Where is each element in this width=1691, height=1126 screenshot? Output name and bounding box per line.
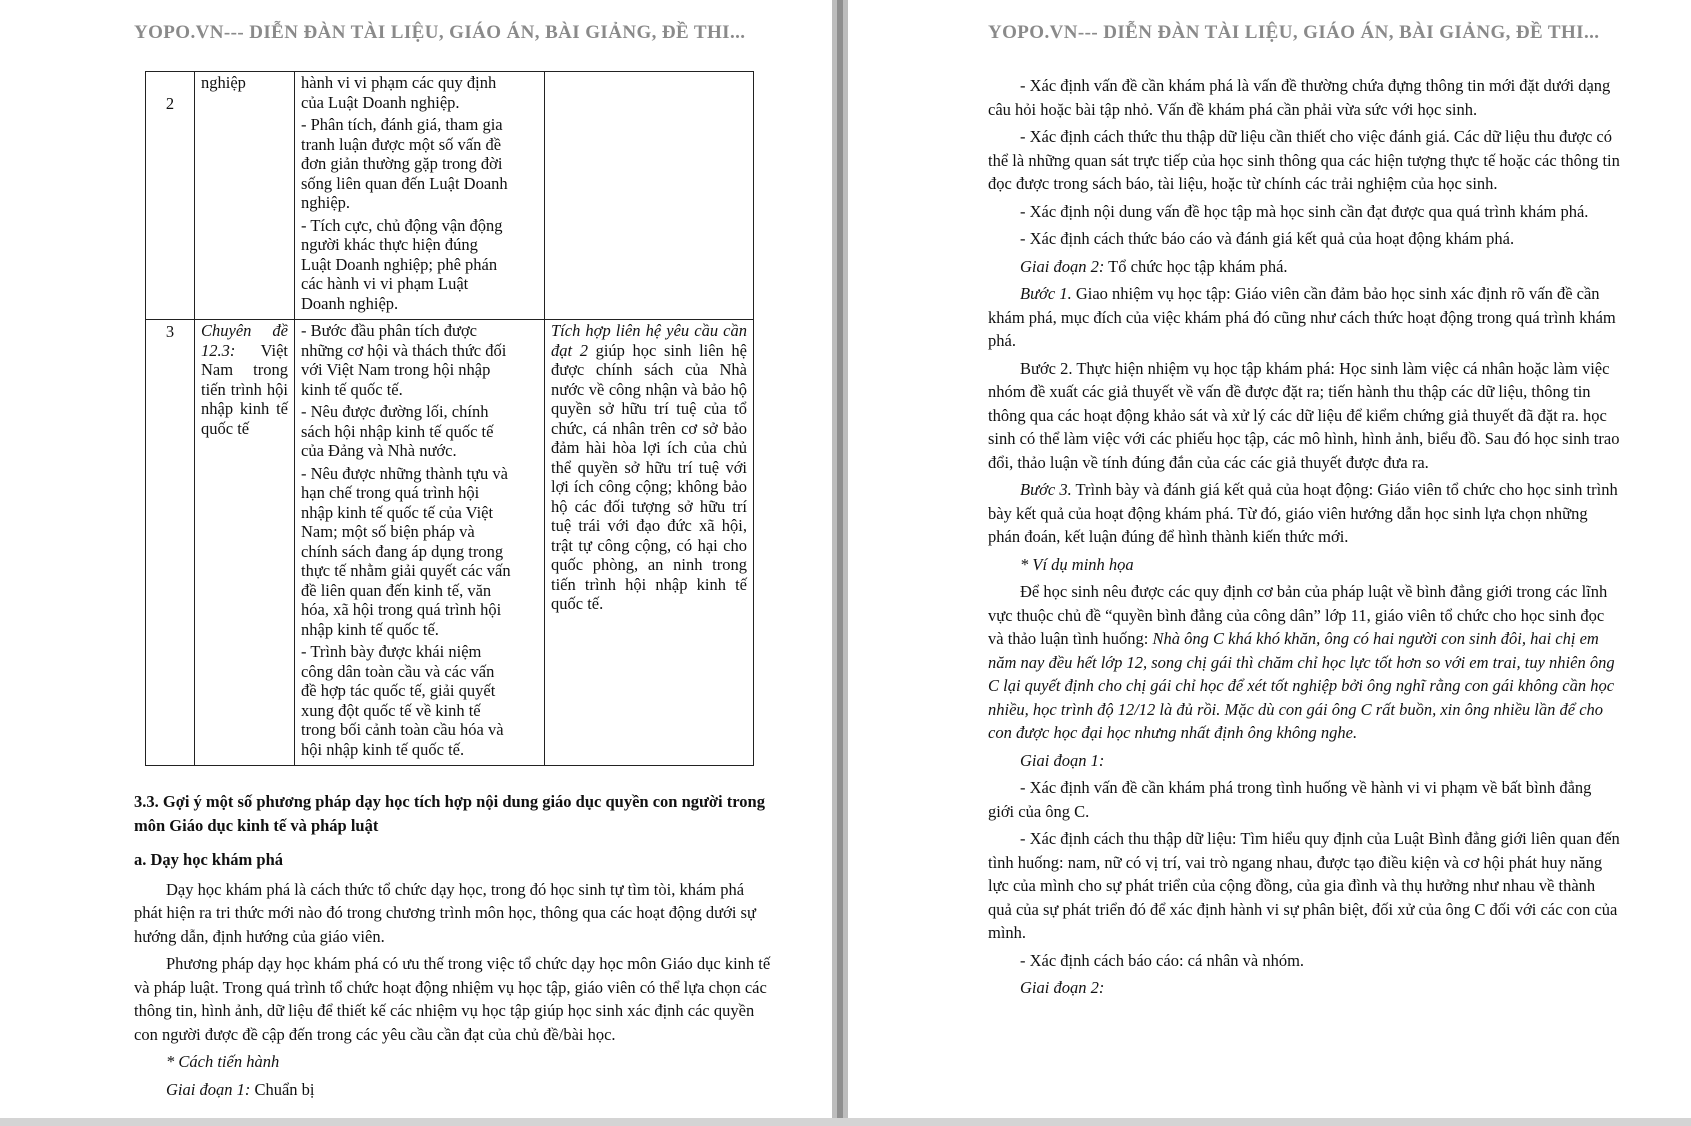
- paragraph: Giai đoạn 2: Tổ chức học tập khám phá.: [1020, 256, 1288, 276]
- table-cell-topic: Chuyên đề 12.3: Việt Nam trong tiến trình hội nhập kinh tế quốc tế: [195, 320, 295, 766]
- paragraph: - Xác định cách thức thu thập dữ liệu cần thiết cho việc đánh giá. Các dữ liệu thu được có thể là những quan sát trực tiếp của học sinh thông qua các hiện tượng thực tế hoặc các thông tin đọc được trong sách báo, tài liệu, hoặc từ chính các trải nghiệm của học sinh.: [988, 127, 1620, 193]
- paragraph: - Xác định cách thu thập dữ liệu: Tìm hiểu quy định của Luật Bình đẳng giới liên quan đến tình huống: nam, nữ có vị trí, vai trò ngang nhau, được tạo điều kiện và cơ hội phát huy năng lực của mình cho sự phát triển của cộng đồng, của gia đình và thụ hưởng như nhau về thành quả của sự phát triển đó để xác định hành vi sự phân biệt, đối xử của ông C đối với các con của mình.: [988, 829, 1620, 942]
- requirement-item: - Trình bày được khái niệm công dân toàn cầu và các vấn đề hợp tác quốc tế, giải quyết xung đột quốc tế về kinh tế trong bối cảnh toàn cầu hóa và hội nhập kinh tế quốc tế.: [301, 642, 504, 759]
- requirement-item: - Nêu được những thành tựu và hạn chế trong quá trình hội nhập kinh tế quốc tế của Việt Nam; một số biện pháp và chính sách đang áp dụng trong thực tế nhằm giải quyết các vấn đề liên quan đến kinh tế, văn hóa, xã hội trong quá trình hội nhập kinh tế quốc tế.: [301, 463, 511, 639]
- paragraph: Bước 2. Thực hiện nhiệm vụ học tập khám phá: Học sinh làm việc cá nhân hoặc làm việc nhóm đề xuất các giả thuyết về vấn đề được đặt ra; tiến hành thu thập các dữ liệu, thông tin thông qua các hoạt động khảo sát và xử lý các dữ liệu để kiểm chứng giả thuyết đã đặt ra. học sinh có thể làm việc với các phiếu học tập, các mô hình, hình ảnh, biểu đồ. Sau đó học sinh trao đổi, thảo luận về tính đúng đắn của các các giả thuyết được đưa ra.: [988, 358, 1620, 472]
- paragraph: * Cách tiến hành: [166, 1052, 280, 1071]
- paragraph: - Xác định vấn đề cần khám phá là vấn đề thường chứa đựng thông tin mới đặt dưới dạng câu hỏi hoặc bài tập nhỏ. Vấn đề khám phá cần phải vừa sức với học sinh.: [988, 76, 1611, 119]
- divider-rule: [837, 0, 843, 1126]
- document-page-left: [0, 0, 832, 1126]
- paragraph: - Xác định vấn đề cần khám phá trong tình huống về hành vi vi phạm về bất bình đẳng giới của ông C.: [988, 778, 1592, 821]
- paragraph: Để học sinh nêu được các quy định cơ bản của pháp luật về bình đẳng giới trong các lĩnh vực thuộc chủ đề “quyền bình đẳng của công dân” lớp 11, giáo viên tổ chức cho học sinh đọc và thảo luận tình huống: Nhà ông C khá khó khăn, ông có hai người con sinh đôi, hai chị em năm nay đều hết lớp 12, song chị gái thì chăm chỉ học lực tốt hơn so với em trai, tuy nhiên ông C lại quyết định cho chị gái chỉ học để xét tốt nghiệp bởi ông nghĩ rằng con gái không cần học nhiều, học trình độ 12/12 là đủ rồi. Mặc dù con gái ông C rất buồn, xin ông nhiều lần để cho con được học đại học nhưng nhất định ông không nghe.: [988, 582, 1615, 742]
- paragraph: * Ví dụ minh họa: [1020, 554, 1134, 574]
- subheading: a. Dạy học khám phá: [134, 850, 283, 869]
- paragraph: Dạy học khám phá là cách thức tổ chức dạy học, trong đó học sinh tự tìm tòi, khám phá phát hiện ra tri thức mới nào đó trong chương trình môn học, thông qua các hoạt động dưới sự hướng dẫn, định hướng của giáo viên.: [134, 879, 756, 946]
- paragraph: Giai đoạn 1:: [1020, 750, 1105, 770]
- paragraph: Giai đoạn 2:: [1020, 978, 1105, 997]
- requirement-item: - Tích cực, chủ động vận động người khác thực hiện đúng Luật Doanh nghiệp; phê phán các hành vi vi phạm Luật Doanh nghiệp.: [301, 215, 503, 313]
- paragraph: - Xác định cách thức báo cáo và đánh giá kết quả của hoạt động khám phá.: [1020, 229, 1515, 248]
- page-header: YOPO.VN--- DIỄN ĐÀN TÀI LIỆU, GIÁO ÁN, BÀI GIẢNG, ĐỀ THI...: [134, 22, 746, 43]
- table-cell-number: 3: [146, 320, 195, 766]
- requirement-item: - Phân tích, đánh giá, tham gia tranh luận được một số vấn đề đơn giản thường gặp trong đời sống liên quan đến Luật Doanh nghiệp.: [301, 115, 508, 212]
- table-row: [146, 72, 754, 320]
- paragraph: Giai đoạn 1: Chuẩn bị: [166, 1079, 315, 1099]
- requirement-item: - Bước đầu phân tích được những cơ hội và thách thức đối với Việt Nam trong hội nhập kinh tế quốc tế.: [301, 321, 507, 399]
- table-cell-number: 2: [146, 72, 195, 320]
- table-cell-note: [545, 72, 754, 320]
- requirement-item: - Nêu được đường lối, chính sách hội nhập kinh tế quốc tế của Đảng và Nhà nước.: [301, 402, 494, 460]
- paragraph: Phương pháp dạy học khám phá có ưu thế trong việc tổ chức dạy học môn Giáo dục kinh tế và pháp luật. Trong quá trình tổ chức hoạt động nhiệm vụ học tập, giáo viên có thể lựa chọn các thông tin, hình ảnh, dữ liệu để thiết kế các nhiệm vụ học tập giúp học sinh xác định các quyền con người được đề cập đến trong các yêu cầu cần đạt của chủ đề/bài học.: [134, 954, 771, 1044]
- table-cell-requirements: [295, 320, 545, 766]
- table-cell-note: Tích hợp liên hệ yêu cầu cần đạt 2 giúp học sinh liên hệ được chính sách của Nhà nước về công nhận và bảo hộ quyền sở hữu trí tuệ của tổ chức, cá nhân trên cơ sở bảo đảm hài hòa lợi ích của chủ thể quyền sở hữu trí tuệ với lợi ích công cộng; không bảo hộ các đối tượng sở hữu trí tuệ trái với đạo đức xã hội, trật tự công cộng, có hại cho quốc phòng, an ninh trong tiến trình hội nhập kinh tế quốc tế.: [545, 320, 754, 766]
- bottom-edge: [0, 1118, 1691, 1126]
- paragraph: - Xác định cách báo cáo: cá nhân và nhóm.: [1020, 950, 1305, 970]
- left-body-text: [134, 790, 774, 1105]
- paragraph: Bước 3. Trình bày và đánh giá kết quả của hoạt động: Giáo viên tổ chức cho học sinh trình bày kết quả của hoạt động khám phá. Từ đó, giáo viên hướng dẫn học sinh lựa chọn những phán đoán, kết luận đúng để hình thành kiến thức mới.: [988, 480, 1618, 546]
- table-cell-topic: nghiệp: [195, 72, 295, 320]
- section-title: 3.3. Gợi ý một số phương pháp dạy học tích hợp nội dung giáo dục quyền con người trong môn Giáo dục kinh tế và pháp luật: [134, 792, 765, 835]
- requirement-item: hành vi vi phạm các quy định của Luật Doanh nghiệp.: [301, 73, 497, 112]
- right-body-text: [988, 74, 1620, 1004]
- paragraph: Bước 1. Giao nhiệm vụ học tập: Giáo viên cần đảm bảo học sinh xác định rõ vấn đề cần khám phá, mục đích của việc khám phá đó cũng như cách thức hoạt động trong quá trình khám phá.: [988, 284, 1616, 350]
- curriculum-table: [145, 71, 754, 766]
- document-page-right: [848, 0, 1691, 1126]
- page-header: YOPO.VN--- DIỄN ĐÀN TÀI LIỆU, GIÁO ÁN, BÀI GIẢNG, ĐỀ THI...: [988, 22, 1600, 43]
- page-divider: [832, 0, 848, 1126]
- paragraph: - Xác định nội dung vấn đề học tập mà học sinh cần đạt được qua quá trình khám phá.: [1020, 201, 1589, 221]
- table-cell-requirements: [295, 72, 545, 320]
- table-row: [146, 320, 754, 766]
